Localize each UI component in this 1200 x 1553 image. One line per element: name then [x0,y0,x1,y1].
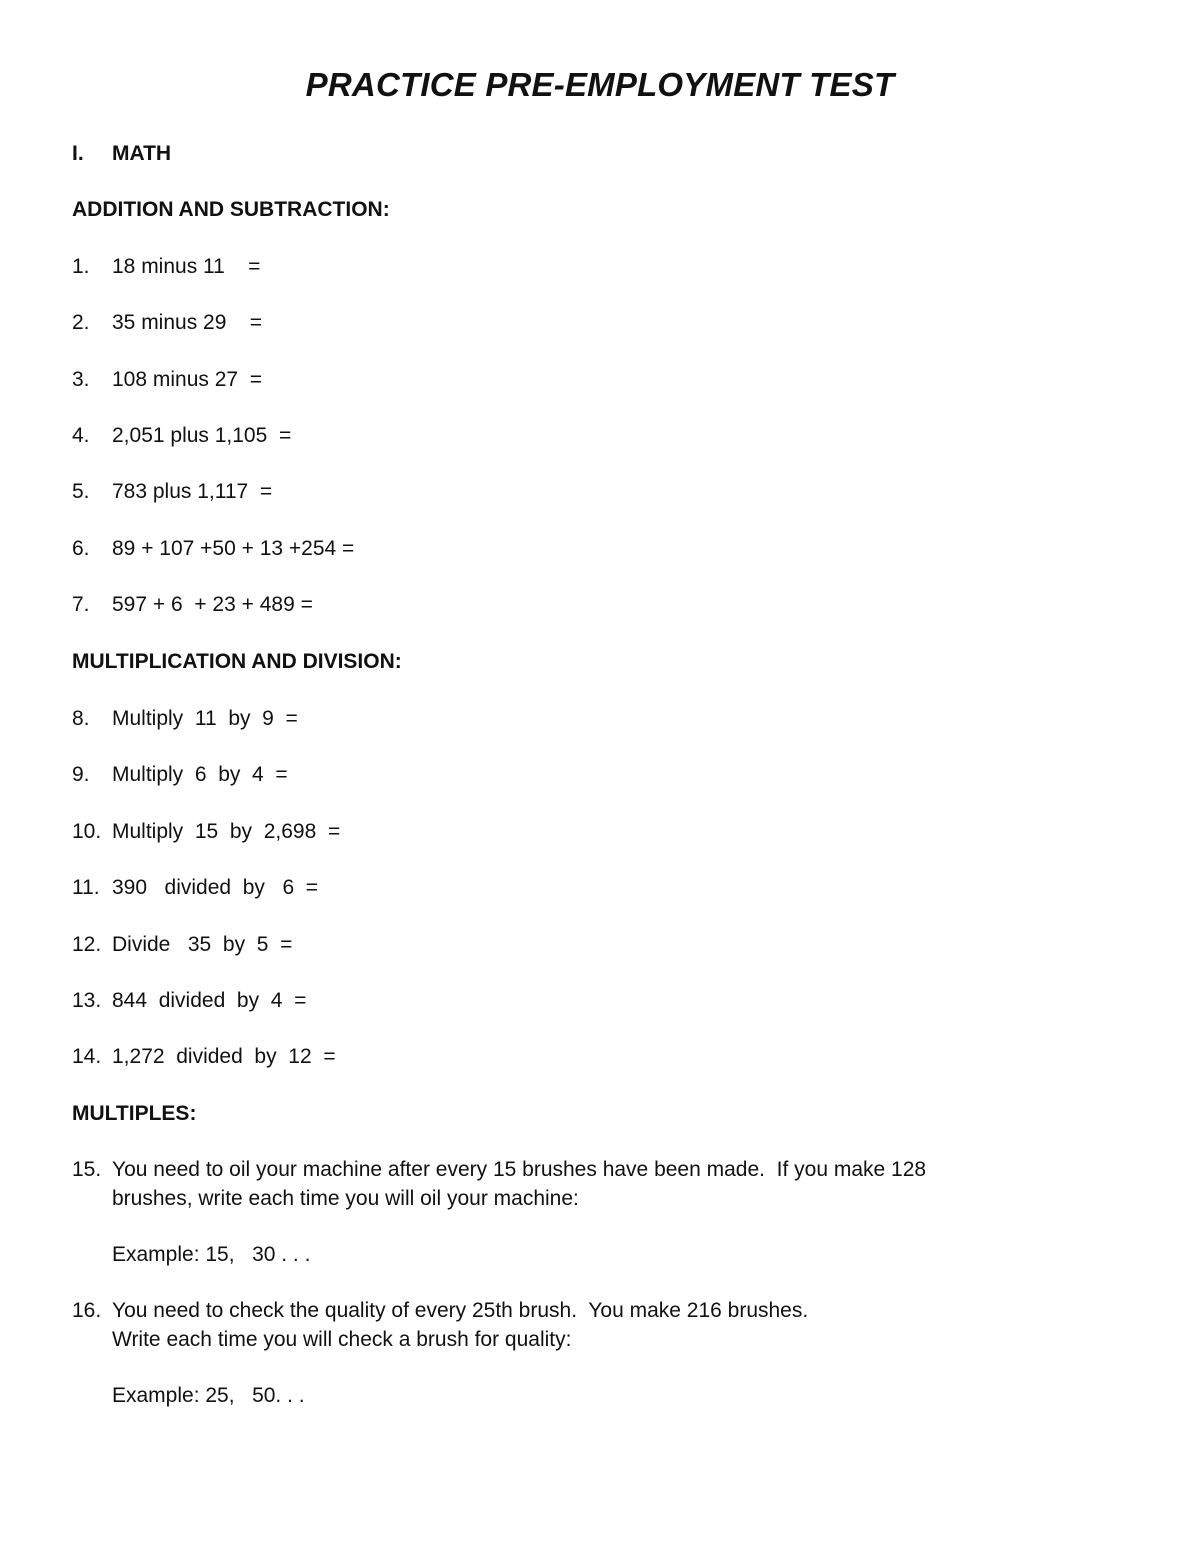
question-number: 8. [72,707,90,730]
question-10 [72,818,340,846]
question-number: 13. [72,989,102,1012]
question-text: 1,272 divided by 12 = [112,1045,336,1068]
question-text: You need to check the quality of every 25th brush. You make 216 brushes. [112,1299,809,1322]
question-number: 10. [72,820,102,843]
question-number: 2. [72,311,90,334]
question-8 [72,705,298,733]
question-15 [72,1156,926,1184]
question-text: 108 minus 27 = [112,368,263,391]
multiples-heading: MULTIPLES: [72,1102,197,1125]
question-number: 3. [72,368,90,391]
question-text: 390 divided by 6 = [112,876,319,899]
question-12 [72,931,292,959]
question-number: 1. [72,255,90,278]
question-16 [72,1297,808,1325]
question-number: 4. [72,424,90,447]
question-6 [72,535,354,563]
section-number: I. [72,142,84,165]
question-16-example: Example: 25, 50. . . [112,1384,305,1407]
question-1 [72,253,260,281]
question-number: 9. [72,763,90,786]
question-9 [72,761,288,789]
multiplication-division-heading: MULTIPLICATION AND DIVISION: [72,650,402,673]
section-heading [72,140,171,168]
question-text: 2,051 plus 1,105 = [112,424,292,447]
question-number: 6. [72,537,90,560]
question-4 [72,422,291,450]
question-text: Multiply 11 by 9 = [112,707,298,730]
question-text: 844 divided by 4 = [112,989,307,1012]
question-14 [72,1043,336,1071]
page-title: PRACTICE PRE-EMPLOYMENT TEST [305,66,895,103]
question-text: 89 + 107 +50 + 13 +254 = [112,537,355,560]
question-11 [72,874,318,902]
question-number: 5. [72,480,90,503]
question-text: 35 minus 29 = [112,311,263,334]
question-number: 7. [72,593,90,616]
question-number: 15. [72,1158,102,1181]
question-15-example: Example: 15, 30 . . . [112,1243,311,1266]
question-text: 783 plus 1,117 = [112,480,273,503]
question-3 [72,366,262,394]
question-text: Multiply 15 by 2,698 = [112,820,341,843]
question-5 [72,478,272,506]
question-text: Divide 35 by 5 = [112,933,293,956]
addition-subtraction-heading: ADDITION AND SUBTRACTION: [72,198,390,221]
question-text: 18 minus 11 = [112,255,261,278]
question-2 [72,309,262,337]
question-text: 597 + 6 + 23 + 489 = [112,593,313,616]
question-15-continued: brushes, write each time you will oil your machine: [112,1187,579,1210]
question-number: 14. [72,1045,102,1068]
question-text: You need to oil your machine after every 15 brushes have been made. If you make 128 [112,1158,927,1181]
section-label: MATH [112,142,172,165]
question-number: 12. [72,933,102,956]
question-13 [72,987,306,1015]
question-text: Multiply 6 by 4 = [112,763,288,786]
question-number: 16. [72,1299,102,1322]
question-number: 11. [72,876,100,899]
question-16-continued: Write each time you will check a brush for quality: [112,1328,572,1351]
question-7 [72,591,313,619]
